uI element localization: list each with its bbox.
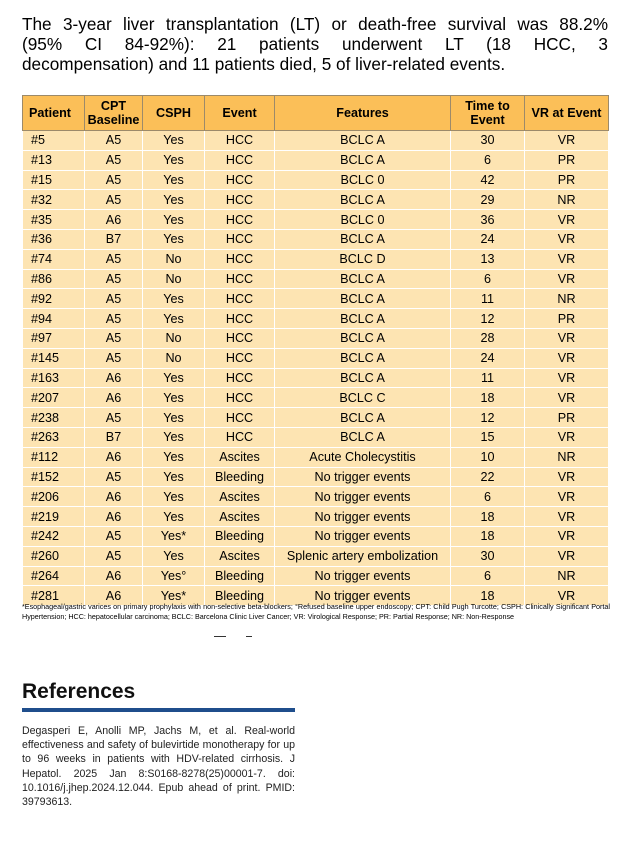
cell-event: HCC: [205, 210, 275, 230]
cell-csph: Yes: [143, 427, 205, 447]
cell-vr-at-event: NR: [525, 447, 609, 467]
cell-event: Bleeding: [205, 526, 275, 546]
cell-csph: Yes: [143, 170, 205, 190]
cell-event: Ascites: [205, 507, 275, 527]
cell-patient: #5: [23, 131, 85, 151]
cell-event: HCC: [205, 427, 275, 447]
table-row: [23, 190, 609, 210]
cell-features: BCLC A: [275, 309, 451, 329]
cell-cpt-baseline: A6: [85, 507, 143, 527]
cell-event: Ascites: [205, 487, 275, 507]
cell-csph: Yes: [143, 388, 205, 408]
cell-vr-at-event: VR: [525, 269, 609, 289]
table-row: [23, 408, 609, 428]
cell-vr-at-event: VR: [525, 507, 609, 527]
cell-features: BCLC C: [275, 388, 451, 408]
cell-time-to-event: 28: [451, 328, 525, 348]
cell-csph: Yes: [143, 309, 205, 329]
cell-vr-at-event: VR: [525, 249, 609, 269]
cell-cpt-baseline: B7: [85, 427, 143, 447]
cell-features: No trigger events: [275, 507, 451, 527]
cell-patient: #74: [23, 249, 85, 269]
intro-line-2: (95% CI 84-92%): 21 patients underwent LT (18 HCC, 3: [22, 34, 608, 54]
cell-event: HCC: [205, 190, 275, 210]
cell-cpt-baseline: B7: [85, 229, 143, 249]
cell-csph: Yes*: [143, 586, 205, 606]
cell-csph: Yes: [143, 487, 205, 507]
cell-features: BCLC D: [275, 249, 451, 269]
cell-time-to-event: 12: [451, 408, 525, 428]
references-title: References: [22, 680, 136, 703]
cell-time-to-event: 30: [451, 131, 525, 151]
table-row: [23, 309, 609, 329]
cell-csph: Yes: [143, 210, 205, 230]
table-row: [23, 526, 609, 546]
cell-time-to-event: 6: [451, 269, 525, 289]
cell-patient: #35: [23, 210, 85, 230]
cell-features: Splenic artery embolization: [275, 546, 451, 566]
table-row: [23, 249, 609, 269]
intro-line-3: decompensation) and 11 patients died, 5 of liver-related events.: [22, 54, 506, 74]
cell-cpt-baseline: A5: [85, 467, 143, 487]
cell-time-to-event: 18: [451, 507, 525, 527]
cell-cpt-baseline: A6: [85, 447, 143, 467]
cell-csph: Yes: [143, 447, 205, 467]
patient-events-table: [22, 95, 609, 606]
cell-patient: #92: [23, 289, 85, 309]
table-row: [23, 427, 609, 447]
header-patient: Patient: [23, 96, 85, 131]
cell-event: HCC: [205, 388, 275, 408]
header-features: Features: [275, 96, 451, 131]
cell-features: BCLC 0: [275, 170, 451, 190]
cell-patient: #15: [23, 170, 85, 190]
cell-vr-at-event: PR: [525, 170, 609, 190]
table-row: [23, 546, 609, 566]
cell-features: BCLC A: [275, 289, 451, 309]
cell-vr-at-event: VR: [525, 546, 609, 566]
cell-vr-at-event: VR: [525, 526, 609, 546]
table-row: [23, 487, 609, 507]
cell-csph: No: [143, 269, 205, 289]
cell-cpt-baseline: A5: [85, 546, 143, 566]
cell-features: No trigger events: [275, 526, 451, 546]
cell-time-to-event: 18: [451, 526, 525, 546]
table-row: [23, 131, 609, 151]
cell-vr-at-event: VR: [525, 210, 609, 230]
cell-time-to-event: 24: [451, 348, 525, 368]
references-divider: [22, 708, 295, 712]
cell-time-to-event: 6: [451, 566, 525, 586]
cell-cpt-baseline: A5: [85, 526, 143, 546]
decorative-dashes: [214, 636, 258, 638]
cell-vr-at-event: PR: [525, 150, 609, 170]
table-header-row: [23, 96, 609, 131]
table-row: [23, 170, 609, 190]
cell-patient: #152: [23, 467, 85, 487]
cell-vr-at-event: VR: [525, 229, 609, 249]
cell-cpt-baseline: A5: [85, 170, 143, 190]
cell-vr-at-event: VR: [525, 586, 609, 606]
cell-cpt-baseline: A6: [85, 586, 143, 606]
cell-time-to-event: 18: [451, 586, 525, 606]
table-row: [23, 150, 609, 170]
cell-csph: Yes°: [143, 566, 205, 586]
cell-patient: #206: [23, 487, 85, 507]
cell-vr-at-event: NR: [525, 190, 609, 210]
cell-event: HCC: [205, 269, 275, 289]
header-time-to-event: Time to Event: [451, 96, 525, 131]
cell-cpt-baseline: A6: [85, 566, 143, 586]
cell-event: Ascites: [205, 546, 275, 566]
cell-vr-at-event: NR: [525, 289, 609, 309]
cell-event: HCC: [205, 408, 275, 428]
cell-patient: #264: [23, 566, 85, 586]
cell-vr-at-event: VR: [525, 388, 609, 408]
cell-event: Bleeding: [205, 586, 275, 606]
cell-cpt-baseline: A5: [85, 289, 143, 309]
cell-patient: #86: [23, 269, 85, 289]
cell-cpt-baseline: A6: [85, 487, 143, 507]
cell-cpt-baseline: A5: [85, 150, 143, 170]
cell-event: HCC: [205, 229, 275, 249]
cell-time-to-event: 6: [451, 487, 525, 507]
cell-patient: #32: [23, 190, 85, 210]
table-row: [23, 210, 609, 230]
cell-vr-at-event: VR: [525, 487, 609, 507]
cell-time-to-event: 18: [451, 388, 525, 408]
cell-event: HCC: [205, 328, 275, 348]
cell-csph: Yes: [143, 190, 205, 210]
cell-vr-at-event: VR: [525, 368, 609, 388]
cell-patient: #13: [23, 150, 85, 170]
cell-patient: #207: [23, 388, 85, 408]
cell-csph: Yes: [143, 408, 205, 428]
intro-line-1: The 3-year liver transplantation (LT) or death-free survival was 88.2%: [22, 14, 608, 34]
reference-citation: Degasperi E, Anolli MP, Jachs M, et al. Real-world effectiveness and safety of bulevirtide monotherapy for up to 96 weeks in patients with HDV-related cirrhosis. J Hepatol. 2025 Jan 8:S0168-8278(25)00001-7. doi: 10.1016/j.jhep.2024.12.044. Epub ahead of print. PMID: 39793613.: [22, 725, 295, 809]
cell-features: BCLC A: [275, 150, 451, 170]
cell-csph: Yes: [143, 150, 205, 170]
cell-features: BCLC 0: [275, 210, 451, 230]
cell-vr-at-event: PR: [525, 309, 609, 329]
cell-csph: Yes: [143, 467, 205, 487]
cell-time-to-event: 22: [451, 467, 525, 487]
table-row: [23, 507, 609, 527]
cell-cpt-baseline: A5: [85, 131, 143, 151]
cell-features: No trigger events: [275, 566, 451, 586]
cell-event: Bleeding: [205, 566, 275, 586]
cell-event: Bleeding: [205, 467, 275, 487]
cell-time-to-event: 12: [451, 309, 525, 329]
cell-cpt-baseline: A5: [85, 309, 143, 329]
cell-event: HCC: [205, 368, 275, 388]
cell-cpt-baseline: A5: [85, 348, 143, 368]
cell-patient: #36: [23, 229, 85, 249]
cell-features: BCLC A: [275, 348, 451, 368]
header-cpt-baseline: CPT Baseline: [85, 96, 143, 131]
cell-csph: Yes: [143, 546, 205, 566]
cell-time-to-event: 13: [451, 249, 525, 269]
cell-features: BCLC A: [275, 269, 451, 289]
cell-event: HCC: [205, 309, 275, 329]
cell-patient: #238: [23, 408, 85, 428]
cell-csph: No: [143, 328, 205, 348]
cell-cpt-baseline: A5: [85, 190, 143, 210]
cell-csph: Yes: [143, 289, 205, 309]
table-footnote: *Esophageal/gastric varices on primary prophylaxis with non-selective beta-blockers; °Refused baseline upper endoscopy; CPT: Child Pugh Turcotte; CSPH: Clinically Significant Portal Hypertension; HCC: hepatocellular carcinoma; BCLC: Barcelona Clinic Liver Cancer; VR: Virological Response; PR: Partial Response; NR: Non-Response: [22, 602, 610, 621]
table-row: [23, 229, 609, 249]
cell-features: BCLC A: [275, 427, 451, 447]
cell-csph: No: [143, 249, 205, 269]
header-vr-at-event: VR at Event: [525, 96, 609, 131]
cell-patient: #219: [23, 507, 85, 527]
cell-time-to-event: 29: [451, 190, 525, 210]
table-row: [23, 368, 609, 388]
table-row: [23, 388, 609, 408]
cell-time-to-event: 24: [451, 229, 525, 249]
cell-time-to-event: 11: [451, 289, 525, 309]
cell-cpt-baseline: A5: [85, 269, 143, 289]
cell-features: BCLC A: [275, 190, 451, 210]
cell-vr-at-event: NR: [525, 566, 609, 586]
cell-time-to-event: 30: [451, 546, 525, 566]
cell-features: BCLC A: [275, 131, 451, 151]
header-csph: CSPH: [143, 96, 205, 131]
cell-patient: #260: [23, 546, 85, 566]
cell-cpt-baseline: A5: [85, 249, 143, 269]
cell-features: BCLC A: [275, 408, 451, 428]
cell-cpt-baseline: A6: [85, 210, 143, 230]
cell-features: No trigger events: [275, 467, 451, 487]
cell-features: No trigger events: [275, 487, 451, 507]
cell-csph: Yes: [143, 131, 205, 151]
cell-event: HCC: [205, 249, 275, 269]
cell-event: HCC: [205, 289, 275, 309]
table-body: [23, 131, 609, 606]
cell-time-to-event: 42: [451, 170, 525, 190]
cell-features: BCLC A: [275, 368, 451, 388]
cell-patient: #94: [23, 309, 85, 329]
intro-paragraph: [22, 14, 608, 74]
cell-csph: Yes: [143, 368, 205, 388]
cell-cpt-baseline: A5: [85, 328, 143, 348]
cell-patient: #145: [23, 348, 85, 368]
cell-vr-at-event: VR: [525, 348, 609, 368]
table-row: [23, 348, 609, 368]
cell-event: HCC: [205, 131, 275, 151]
cell-csph: No: [143, 348, 205, 368]
cell-cpt-baseline: A5: [85, 408, 143, 428]
cell-csph: Yes: [143, 229, 205, 249]
table-row: [23, 289, 609, 309]
cell-cpt-baseline: A6: [85, 368, 143, 388]
table-row: [23, 467, 609, 487]
cell-cpt-baseline: A6: [85, 388, 143, 408]
cell-features: BCLC A: [275, 229, 451, 249]
table-row: [23, 328, 609, 348]
cell-event: Ascites: [205, 447, 275, 467]
cell-event: HCC: [205, 170, 275, 190]
cell-csph: Yes*: [143, 526, 205, 546]
cell-time-to-event: 15: [451, 427, 525, 447]
cell-patient: #97: [23, 328, 85, 348]
cell-time-to-event: 11: [451, 368, 525, 388]
cell-vr-at-event: VR: [525, 131, 609, 151]
cell-features: BCLC A: [275, 328, 451, 348]
table-row: [23, 566, 609, 586]
cell-event: HCC: [205, 348, 275, 368]
cell-vr-at-event: PR: [525, 408, 609, 428]
header-event: Event: [205, 96, 275, 131]
cell-time-to-event: 10: [451, 447, 525, 467]
cell-patient: #263: [23, 427, 85, 447]
cell-patient: #112: [23, 447, 85, 467]
table-row: [23, 447, 609, 467]
cell-features: No trigger events: [275, 586, 451, 606]
cell-features: Acute Cholecystitis: [275, 447, 451, 467]
cell-patient: #281: [23, 586, 85, 606]
cell-time-to-event: 36: [451, 210, 525, 230]
cell-csph: Yes: [143, 507, 205, 527]
cell-patient: #242: [23, 526, 85, 546]
cell-vr-at-event: VR: [525, 467, 609, 487]
cell-time-to-event: 6: [451, 150, 525, 170]
cell-vr-at-event: VR: [525, 328, 609, 348]
table-row: [23, 269, 609, 289]
cell-vr-at-event: VR: [525, 427, 609, 447]
cell-event: HCC: [205, 150, 275, 170]
cell-patient: #163: [23, 368, 85, 388]
